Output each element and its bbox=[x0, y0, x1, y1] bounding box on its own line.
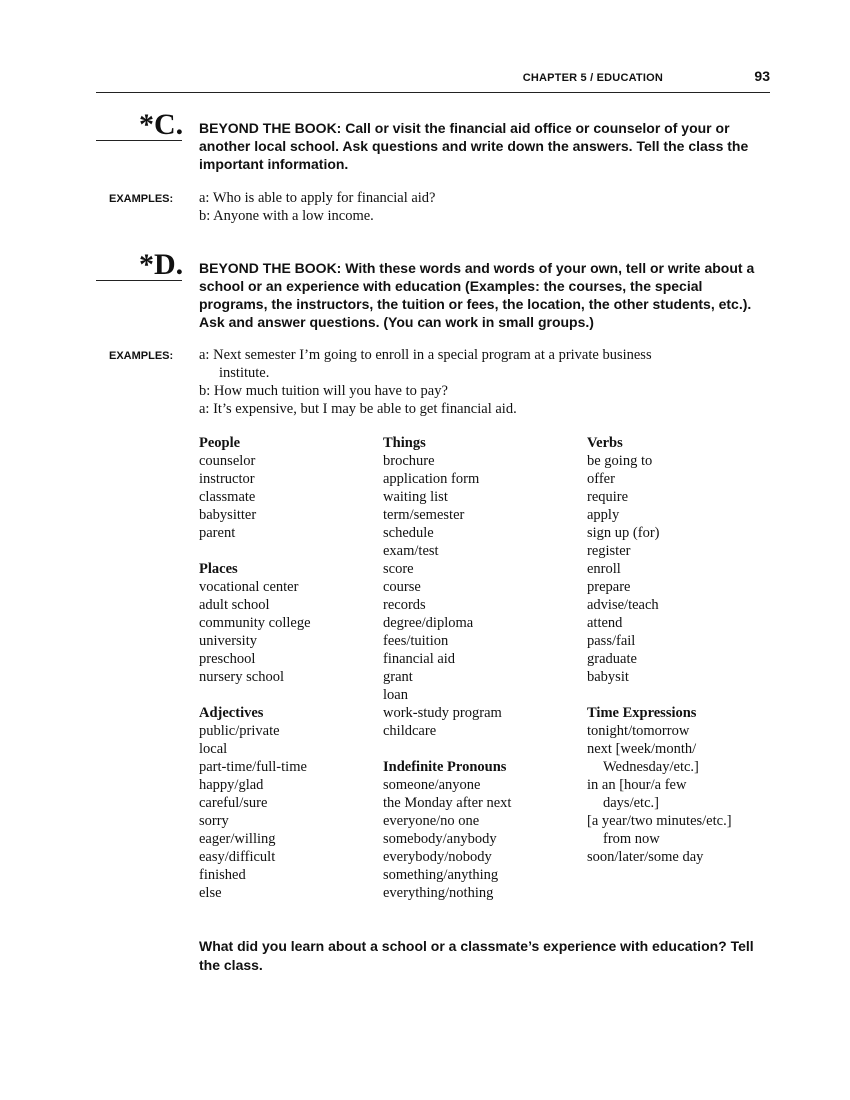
list-item: happy/glad bbox=[199, 777, 264, 793]
list-item: everyone/no one bbox=[383, 813, 480, 829]
list-item: score bbox=[383, 561, 414, 577]
list-item: local bbox=[199, 741, 228, 757]
section-d-instruction: BEYOND THE BOOK: With these words and words of your own, tell or write about a school or an experience with education (Examples: the courses, the special programs, the instructors, the tuition or fees, the location, the other students, etc.). Ask and answer questions. (You can work in small groups.) bbox=[199, 260, 755, 330]
list-item: work-study program bbox=[383, 705, 502, 721]
list-item: everything/nothing bbox=[383, 885, 494, 901]
list-item: graduate bbox=[587, 651, 637, 667]
list-item: instructor bbox=[199, 471, 255, 487]
people-heading: People bbox=[199, 435, 241, 451]
section-c-instruction: BEYOND THE BOOK: Call or visit the financial aid office or counselor of your or another local school. Ask questions and write down the answers. Tell the class the important information. bbox=[199, 120, 749, 172]
indefinite-pronouns-heading: Indefinite Pronouns bbox=[383, 759, 507, 775]
list-item: records bbox=[383, 597, 426, 613]
list-item: else bbox=[199, 885, 222, 901]
list-item: offer bbox=[587, 471, 615, 487]
list-item: everybody/nobody bbox=[383, 849, 492, 865]
list-item: somebody/anybody bbox=[383, 831, 497, 847]
word-column-3 bbox=[587, 434, 732, 866]
list-item: preschool bbox=[199, 651, 256, 667]
section-d-examples-label: EXAMPLES: bbox=[109, 350, 174, 362]
time-expressions-heading: Time Expressions bbox=[587, 705, 697, 721]
list-item: pass/fail bbox=[587, 633, 636, 649]
list-item-continuation: from now bbox=[603, 831, 660, 847]
speaker-label: a: bbox=[199, 401, 210, 417]
list-item: finished bbox=[199, 867, 246, 883]
list-item: prepare bbox=[587, 579, 631, 595]
page-number: 93 bbox=[754, 68, 770, 84]
list-item: degree/diploma bbox=[383, 615, 474, 631]
list-item: university bbox=[199, 633, 257, 649]
section-d-example-3 bbox=[199, 400, 759, 418]
list-item: term/semester bbox=[383, 507, 465, 523]
word-column-2 bbox=[383, 434, 511, 902]
section-c-letter: *C. bbox=[139, 108, 184, 141]
list-item: fees/tuition bbox=[383, 633, 449, 649]
list-item: exam/test bbox=[383, 543, 439, 559]
list-item: eager/willing bbox=[199, 831, 276, 847]
list-item: grant bbox=[383, 669, 413, 685]
speaker-label: a: bbox=[199, 190, 210, 206]
list-item: childcare bbox=[383, 723, 437, 739]
list-item: sign up (for) bbox=[587, 525, 660, 541]
verbs-heading: Verbs bbox=[587, 435, 623, 451]
list-item: something/anything bbox=[383, 867, 499, 883]
adjectives-heading: Adjectives bbox=[199, 705, 264, 721]
example-text: Who is able to apply for financial aid? bbox=[212, 190, 436, 206]
list-item: loan bbox=[383, 687, 408, 703]
list-item: financial aid bbox=[383, 651, 456, 667]
list-item: waiting list bbox=[383, 489, 448, 505]
list-item: advise/teach bbox=[587, 597, 659, 613]
section-c-examples-label: EXAMPLES: bbox=[109, 193, 174, 205]
list-item: apply bbox=[587, 507, 620, 523]
list-item: brochure bbox=[383, 453, 435, 469]
list-item-continuation: days/etc.] bbox=[603, 795, 659, 811]
closing-question: What did you learn about a school or a classmate’s experience with education? Tell the class. bbox=[199, 938, 754, 973]
list-item: enroll bbox=[587, 561, 621, 577]
list-item: nursery school bbox=[199, 669, 284, 685]
things-heading: Things bbox=[383, 435, 426, 451]
list-item: babysit bbox=[587, 669, 629, 685]
list-item: careful/sure bbox=[199, 795, 268, 811]
list-item: sorry bbox=[199, 813, 229, 829]
list-item: next [week/month/ bbox=[587, 741, 697, 757]
list-item: babysitter bbox=[199, 507, 257, 523]
list-item: part-time/full-time bbox=[199, 759, 307, 775]
list-item: someone/anyone bbox=[383, 777, 481, 793]
list-item: course bbox=[383, 579, 421, 595]
list-item: the Monday after next bbox=[383, 795, 512, 811]
list-item: schedule bbox=[383, 525, 434, 541]
list-item: attend bbox=[587, 615, 623, 631]
page-header bbox=[96, 66, 770, 93]
list-item: public/private bbox=[199, 723, 280, 739]
list-item-continuation: Wednesday/etc.] bbox=[603, 759, 699, 775]
list-item: register bbox=[587, 543, 631, 559]
places-heading: Places bbox=[199, 561, 238, 577]
section-d-example-1-continuation: institute. bbox=[219, 365, 270, 381]
list-item: tonight/tomorrow bbox=[587, 723, 690, 739]
list-item: adult school bbox=[199, 597, 270, 613]
chapter-title: CHAPTER 5 / EDUCATION bbox=[522, 72, 663, 84]
speaker-label: a: bbox=[199, 347, 210, 363]
section-d-example-1 bbox=[199, 346, 759, 364]
list-item: counselor bbox=[199, 453, 256, 469]
list-item: be going to bbox=[587, 453, 653, 469]
speaker-label: b: bbox=[199, 208, 211, 224]
example-text: Next semester I’m going to enroll in a special program at a private business bbox=[213, 347, 652, 363]
list-item: in an [hour/a few bbox=[587, 777, 687, 793]
list-item: application form bbox=[383, 471, 480, 487]
list-item: parent bbox=[199, 525, 236, 541]
example-text: Anyone with a low income. bbox=[213, 208, 374, 224]
list-item: soon/later/some day bbox=[587, 849, 704, 865]
example-text: It’s expensive, but I may be able to get financial aid. bbox=[213, 401, 517, 417]
section-d-example-2 bbox=[199, 382, 759, 400]
list-item: vocational center bbox=[199, 579, 299, 595]
section-c-example-2 bbox=[199, 207, 759, 225]
list-item: [a year/two minutes/etc.] bbox=[587, 813, 732, 829]
section-d-rule bbox=[96, 280, 182, 281]
list-item: community college bbox=[199, 615, 311, 631]
list-item: classmate bbox=[199, 489, 256, 505]
example-text: How much tuition will you have to pay? bbox=[213, 383, 448, 399]
section-d-letter: *D. bbox=[139, 248, 184, 281]
section-c-rule bbox=[96, 140, 182, 141]
list-item: require bbox=[587, 489, 629, 505]
word-column-1 bbox=[199, 434, 311, 902]
list-item: easy/difficult bbox=[199, 849, 276, 865]
speaker-label: b: bbox=[199, 383, 211, 399]
section-c-example-1 bbox=[199, 189, 759, 207]
